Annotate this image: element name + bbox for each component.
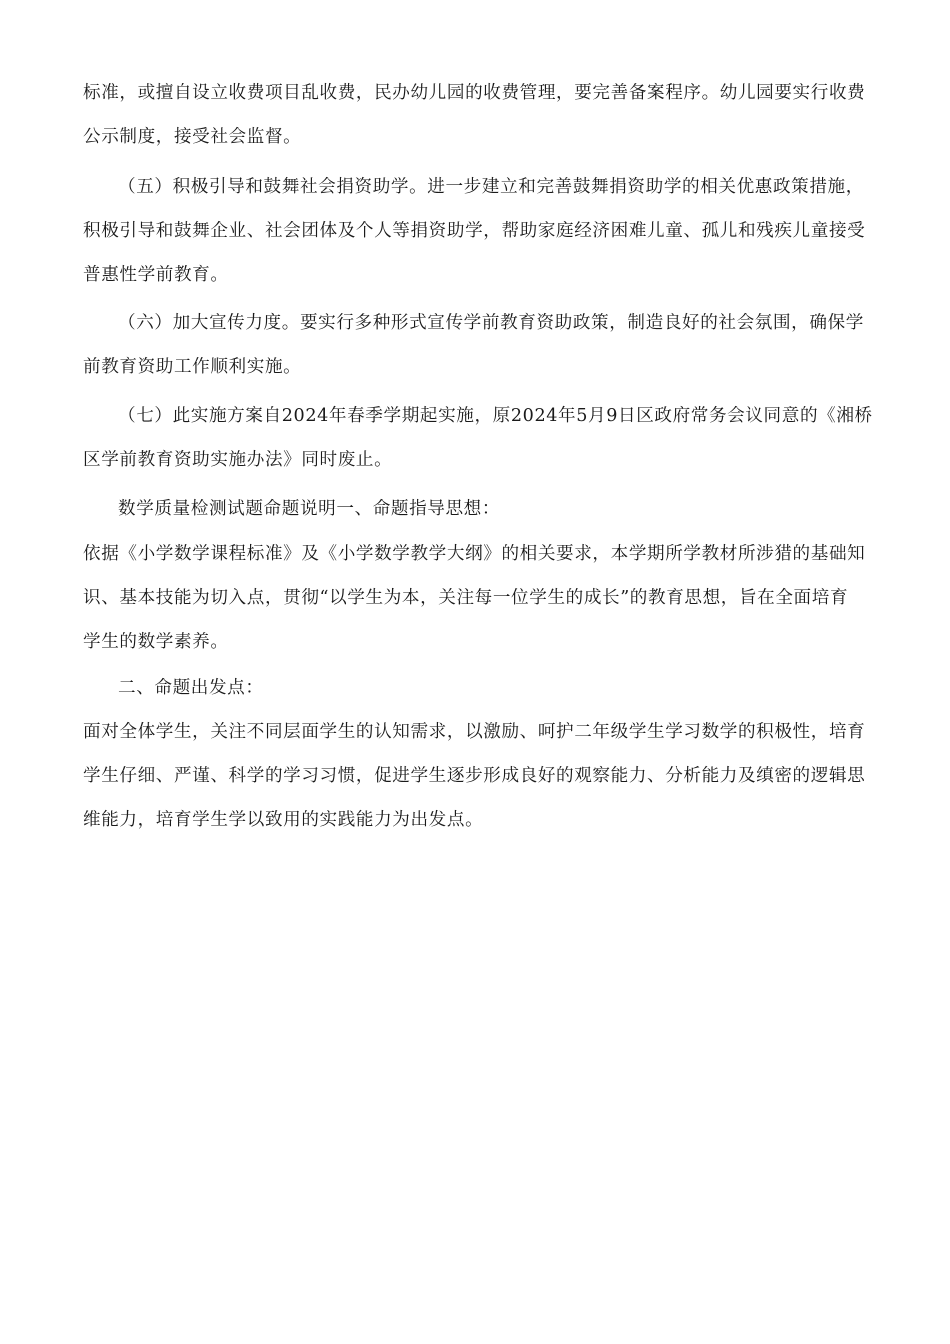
text-line: 学生仔细、严谨、科学的学习习惯，促进学生逐步形成良好的观察能力、分析能力及缜密的逻辑思 — [83, 766, 866, 786]
paragraph-guiding-thought — [83, 532, 873, 664]
text-line: 维能力，培育学生学以致用的实践能力为出发点。 — [83, 810, 484, 830]
text-line: （五）积极引导和鼓舞社会捐资助学。进一步建立和完善鼓舞捐资助学的相关优惠政策措施， — [118, 177, 864, 197]
text-line: 二、命题出发点： — [118, 678, 264, 698]
paragraph-item-five — [83, 165, 873, 297]
text-line: 区学前教育资助实施办法》同时废止。 — [83, 450, 393, 470]
text-line: 识、基本技能为切入点，贯彻“以学生为本，关注每一位学生的成长”的教育思想，旨在全面培育 — [83, 588, 849, 608]
paragraph-starting-point — [83, 710, 873, 842]
heading-exam-explanation — [83, 487, 873, 531]
text-line: 依据《小学数学课程标准》及《小学数学教学大纲》的相关要求，本学期所学教材所涉猎的基础知 — [83, 544, 866, 564]
text-line: 学生的数学素养。 — [83, 632, 229, 652]
heading-starting-point — [83, 666, 873, 710]
text-line: 普惠性学前教育。 — [83, 265, 229, 285]
paragraph-fee-management — [83, 71, 873, 159]
text-line: （六）加大宣传力度。要实行多种形式宣传学前教育资助政策，制造良好的社会氛围，确保学 — [118, 313, 864, 333]
text-line: （七）此实施方案自2024年春季学期起实施，原2024年5月9日区政府常务会议同意的《湘桥 — [118, 406, 873, 426]
text-line: 数学质量检测试题命题说明一、命题指导思想： — [118, 499, 501, 519]
text-line: 公示制度，接受社会监督。 — [83, 127, 302, 147]
paragraph-item-six — [83, 301, 873, 389]
text-line: 前教育资助工作顺利实施。 — [83, 357, 302, 377]
text-line: 标准，或擅自设立收费项目乱收费，民办幼儿园的收费管理，要完善备案程序。幼儿园要实行收费 — [83, 83, 866, 103]
text-line: 面对全体学生，关注不同层面学生的认知需求，以激励、呵护二年级学生学习数学的积极性，培育 — [83, 722, 866, 742]
text-line: 积极引导和鼓舞企业、社会团体及个人等捐资助学，帮助家庭经济困难儿童、孤儿和残疾儿童接受 — [83, 221, 866, 241]
paragraph-item-seven — [83, 394, 873, 482]
